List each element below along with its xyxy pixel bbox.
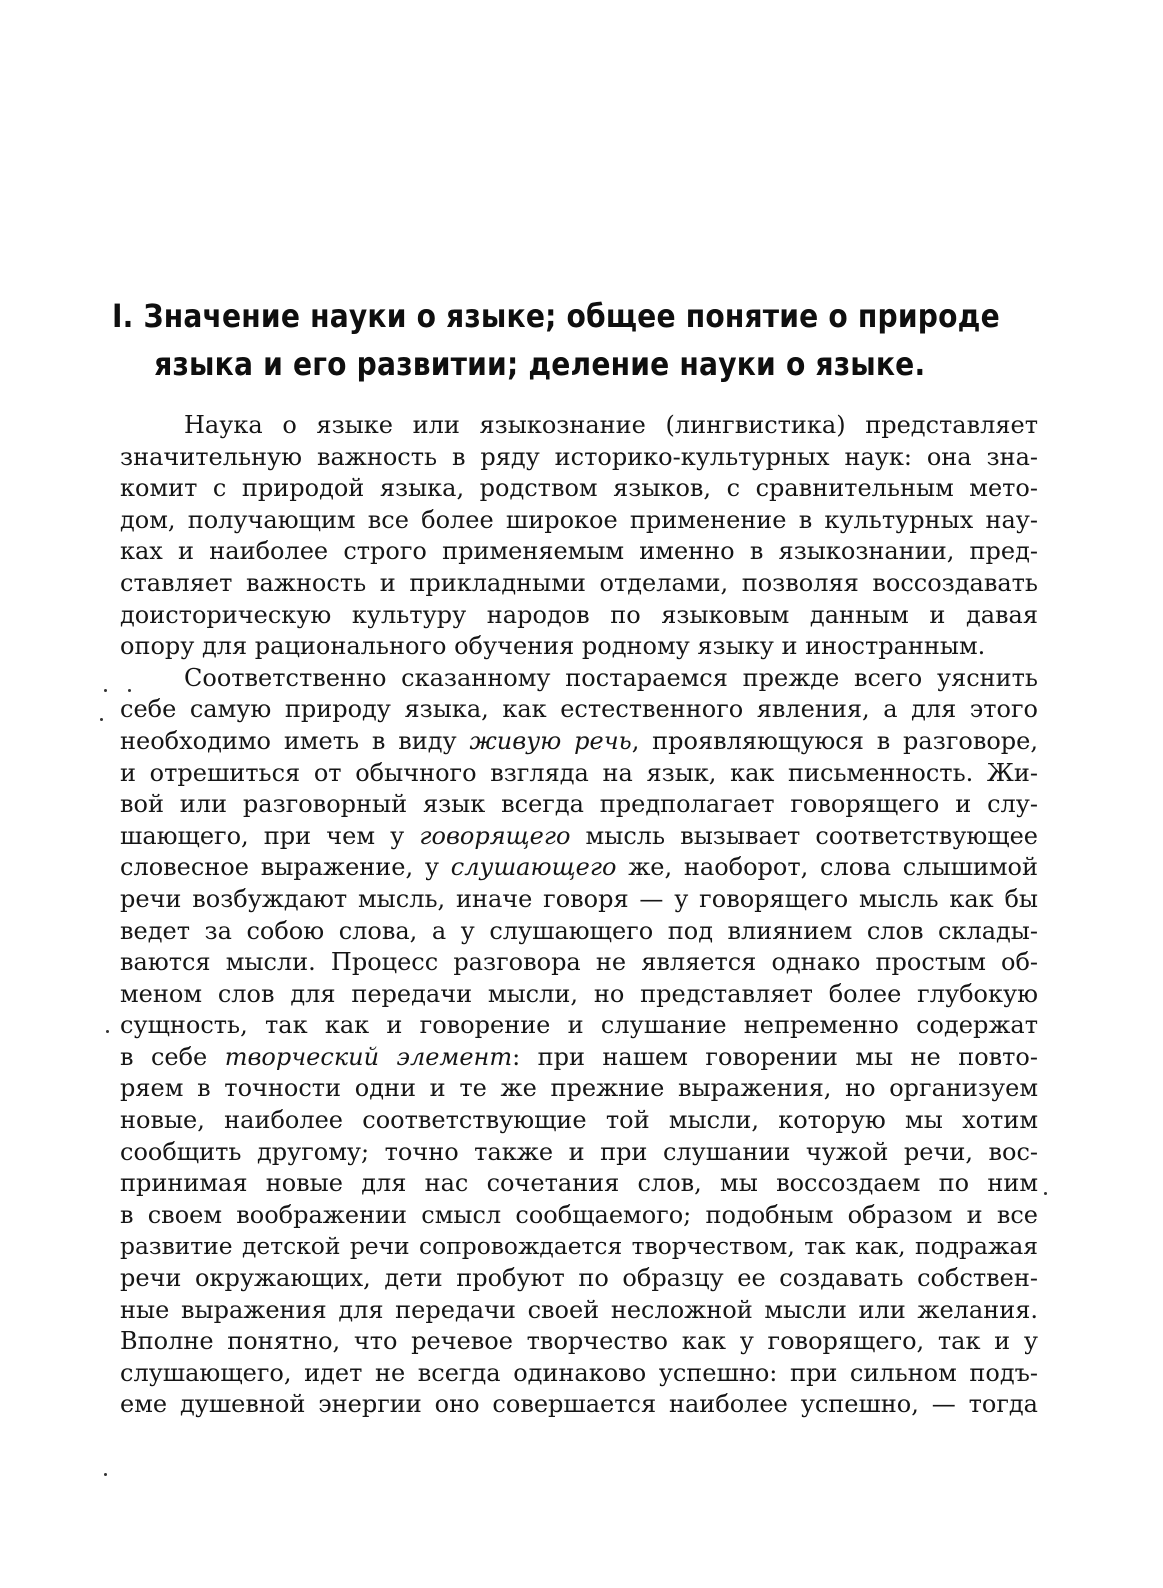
text-fragment: и отрешиться от обычного взгляда на язык, как письменность. Жи- <box>120 758 1038 787</box>
text-fragment: новые, наиболее соответствующие той мысли, которую мы хотим <box>120 1106 1038 1135</box>
text-line <box>120 568 1038 600</box>
scan-speck <box>104 689 107 692</box>
text-fragment: ваются мысли. Процесс разговора не является однако простым об- <box>120 948 1038 977</box>
text-fragment: меном слов для передачи мысли, но представляет более глубокую <box>120 979 1038 1008</box>
text-fragment: вой или разговорный язык всегда предполагает говорящего и слу- <box>120 790 1038 819</box>
text-line <box>120 726 1038 758</box>
text-line <box>120 821 1038 853</box>
text-fragment: комит с природой языка, родством языков, с сравнительным мето- <box>120 474 1038 503</box>
text-fragment: речи возбуждают мысль, иначе говоря — у говорящего мысль как бы <box>120 884 1038 913</box>
body-text <box>120 410 1038 1421</box>
text-fragment: ряем в точности одни и те же прежние выражения, но организуем <box>120 1074 1038 1103</box>
emphasis-text: говорящего <box>419 821 571 850</box>
scan-speck <box>128 689 131 692</box>
text-fragment: ках и наиболее строго применяемым именно в языкознании, пред- <box>120 537 1038 566</box>
text-line <box>120 1200 1038 1232</box>
text-fragment: Соответственно сказанному постараемся прежде всего уяснить <box>184 663 1038 692</box>
text-line <box>120 473 1038 505</box>
text-line <box>120 1073 1038 1105</box>
text-line <box>120 1326 1038 1358</box>
chapter-title-line-2: языка и его развитии; деление науки о языке. <box>154 345 926 383</box>
text-fragment: словесное выражение, у <box>120 853 451 882</box>
text-line <box>120 631 1038 663</box>
text-fragment: необходимо иметь в виду <box>120 726 470 755</box>
text-line <box>120 1231 1038 1263</box>
text-line <box>120 694 1038 726</box>
text-fragment: ведет за собою слова, а у слушающего под влиянием слов склады- <box>120 916 1038 945</box>
scan-speck <box>104 1473 107 1476</box>
scan-speck <box>100 718 103 721</box>
chapter-title-line-1: I. Значение науки о языке; общее понятие о природе <box>112 297 1000 335</box>
text-fragment: сообщить другому; точно также и при слушании чужой речи, вос- <box>120 1137 1038 1166</box>
text-fragment: : при нашем говорении мы не повто- <box>512 1042 1038 1071</box>
chapter-title <box>112 292 1000 388</box>
text-line <box>120 1168 1038 1200</box>
text-fragment: же, наоборот, слова слышимой <box>616 853 1038 882</box>
text-fragment: ставляет важность и прикладными отделами, позволяя воссоздавать <box>120 568 1038 597</box>
text-fragment: в своем воображении смысл сообщаемого; подобным образом и все <box>120 1200 1038 1229</box>
emphasis-text: слушающего <box>450 853 617 882</box>
text-line <box>120 1105 1038 1137</box>
text-fragment: шающего, при чем у <box>120 821 420 850</box>
text-fragment: Вполне понятно, что речевое творчество как у говорящего, так и у <box>120 1327 1038 1356</box>
text-line <box>120 1389 1038 1421</box>
text-line <box>120 789 1038 821</box>
text-fragment: принимая новые для нас сочетания слов, мы воссоздаем по ним <box>120 1169 1038 1198</box>
text-fragment: , проявляющуюся в разговоре, <box>631 726 1038 755</box>
text-fragment: в себе <box>120 1042 225 1071</box>
text-fragment: дом, получающим все более широкое применение в культурных нау- <box>120 505 1038 534</box>
text-line <box>120 1042 1038 1074</box>
text-line <box>120 979 1038 1011</box>
text-fragment: ные выражения для передачи своей несложной мысли или желания. <box>120 1295 1038 1324</box>
text-line <box>120 1263 1038 1295</box>
text-line <box>120 758 1038 790</box>
emphasis-text: живую речь <box>469 726 632 755</box>
text-fragment: доисторическую культуру народов по языковым данным и давая <box>120 600 1038 629</box>
text-line <box>120 1137 1038 1169</box>
text-line <box>120 916 1038 948</box>
text-fragment: еме душевной энергии оно совершается наиболее успешно, — тогда <box>120 1390 1038 1419</box>
text-fragment: значительную важность в ряду историко-культурных наук: она зна- <box>120 442 1038 471</box>
text-line <box>120 947 1038 979</box>
text-line <box>120 852 1038 884</box>
text-fragment: опору для рационального обучения родному языку и иностранным. <box>120 632 986 661</box>
scan-speck <box>106 1030 109 1033</box>
text-fragment: мысль вызывает соответствующее <box>570 821 1038 850</box>
text-line <box>120 505 1038 537</box>
text-line <box>120 663 1038 695</box>
text-fragment: себе самую природу языка, как естественного явления, а для этого <box>120 695 1038 724</box>
text-line <box>120 884 1038 916</box>
text-fragment: слушающего, идет не всегда одинаково успешно: при сильном подъ- <box>120 1358 1038 1387</box>
text-line <box>120 536 1038 568</box>
text-line <box>120 1010 1038 1042</box>
text-line <box>120 1358 1038 1390</box>
emphasis-text: творческий элемент <box>224 1042 513 1071</box>
text-line <box>120 600 1038 632</box>
text-fragment: развитие детской речи сопровождается творчеством, так как, подражая <box>120 1232 1038 1261</box>
text-line <box>120 1295 1038 1327</box>
text-fragment: сущность, так как и говорение и слушание непременно содержат <box>120 1011 1038 1040</box>
text-fragment: Наука о языке или языкознание (лингвистика) представляет <box>184 411 1038 439</box>
text-line <box>120 442 1038 474</box>
text-line <box>120 410 1038 442</box>
scan-speck <box>1044 1192 1047 1195</box>
text-fragment: речи окружающих, дети пробуют по образцу ее создавать собствен- <box>120 1264 1038 1293</box>
